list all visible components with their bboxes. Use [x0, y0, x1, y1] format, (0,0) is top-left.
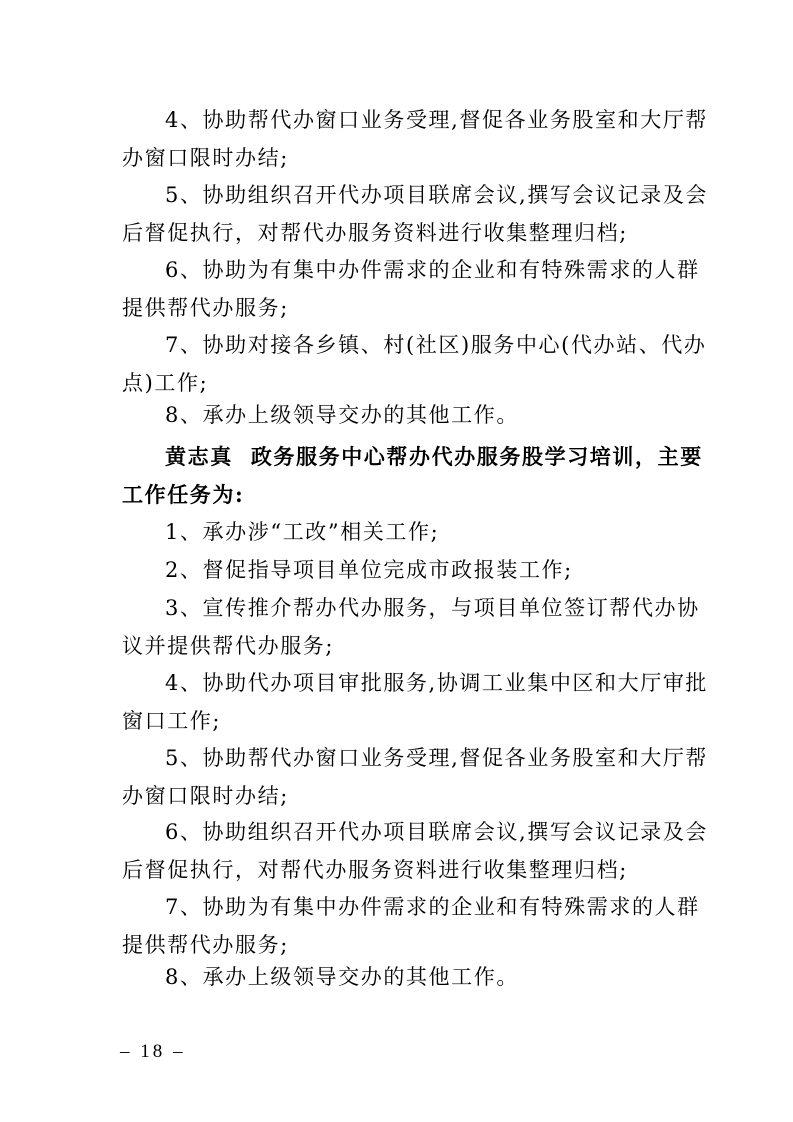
list-item-line: 6、协助为有集中办件需求的企业和有特殊需求的人群: [165, 258, 700, 282]
list-item-line: 办窗口限时办结;: [122, 146, 289, 170]
list-item-line: 后督促执行，对帮代办服务资料进行收集整理归档;: [122, 858, 628, 882]
list-item: [122, 813, 709, 889]
list-item-line: 8、承办上级领导交办的其他工作。: [165, 965, 519, 989]
list-item: [122, 664, 709, 740]
list-item: [122, 888, 700, 964]
list-item-line: 1、承办涉“工改”相关工作;: [165, 520, 440, 544]
list-item-line: 5、协助组织召开代办项目联席会议,撰写会议记录及会: [165, 183, 709, 207]
list-item-line: 7、协助对接各乡镇、村(社区)服务中心(代办站、代办: [165, 333, 707, 357]
list-item: [122, 251, 700, 327]
person-name: 黄志真: [165, 444, 233, 469]
list-item-line: 8、承办上级领导交办的其他工作。: [165, 403, 519, 427]
list-item-line: 提供帮代办服务;: [122, 933, 289, 957]
list-item-line: 5、协助帮代办窗口业务受理,督促各业务股室和大厅帮: [165, 746, 709, 770]
list-item: [122, 958, 682, 996]
list-item-line: 4、协助代办项目审批服务,协调工业集中区和大厅审批: [165, 671, 709, 695]
list-item-line: 议并提供帮代办服务;: [122, 634, 335, 658]
list-item: [122, 176, 709, 252]
page-number: – 18 –: [120, 1041, 186, 1062]
list-item: [122, 551, 682, 589]
list-item-line: 4、协助帮代办窗口业务受理,督促各业务股室和大厅帮: [165, 108, 709, 132]
person-duty-heading: [122, 438, 703, 514]
list-item: [122, 396, 682, 434]
list-item-line: 后督促执行，对帮代办服务资料进行收集整理归档;: [122, 221, 628, 245]
list-item-line: 7、协助为有集中办件需求的企业和有特殊需求的人群: [165, 895, 700, 919]
list-item: [122, 589, 700, 665]
list-item: [122, 101, 709, 177]
list-item-line: 窗口工作;: [122, 709, 222, 733]
person-duty-heading-line: 工作任务为:: [122, 482, 245, 507]
list-item-line: 点)工作;: [122, 371, 209, 395]
list-item-line: 提供帮代办服务;: [122, 296, 289, 320]
list-item-line: 6、协助组织召开代办项目联席会议,撰写会议记录及会: [165, 820, 709, 844]
list-item: [122, 326, 707, 402]
person-duty-text: 政务服务中心帮办代办服务股学习培训，主要: [250, 444, 703, 469]
list-item-line: 办窗口限时办结;: [122, 784, 289, 808]
list-item: [122, 739, 709, 815]
list-item-line: 2、督促指导项目单位完成市政报装工作;: [165, 558, 573, 582]
list-item-line: 3、宣传推介帮办代办服务，与项目单位签订帮代办协: [165, 596, 700, 620]
list-item: [122, 513, 682, 551]
person-duty-heading-line: [122, 438, 703, 476]
